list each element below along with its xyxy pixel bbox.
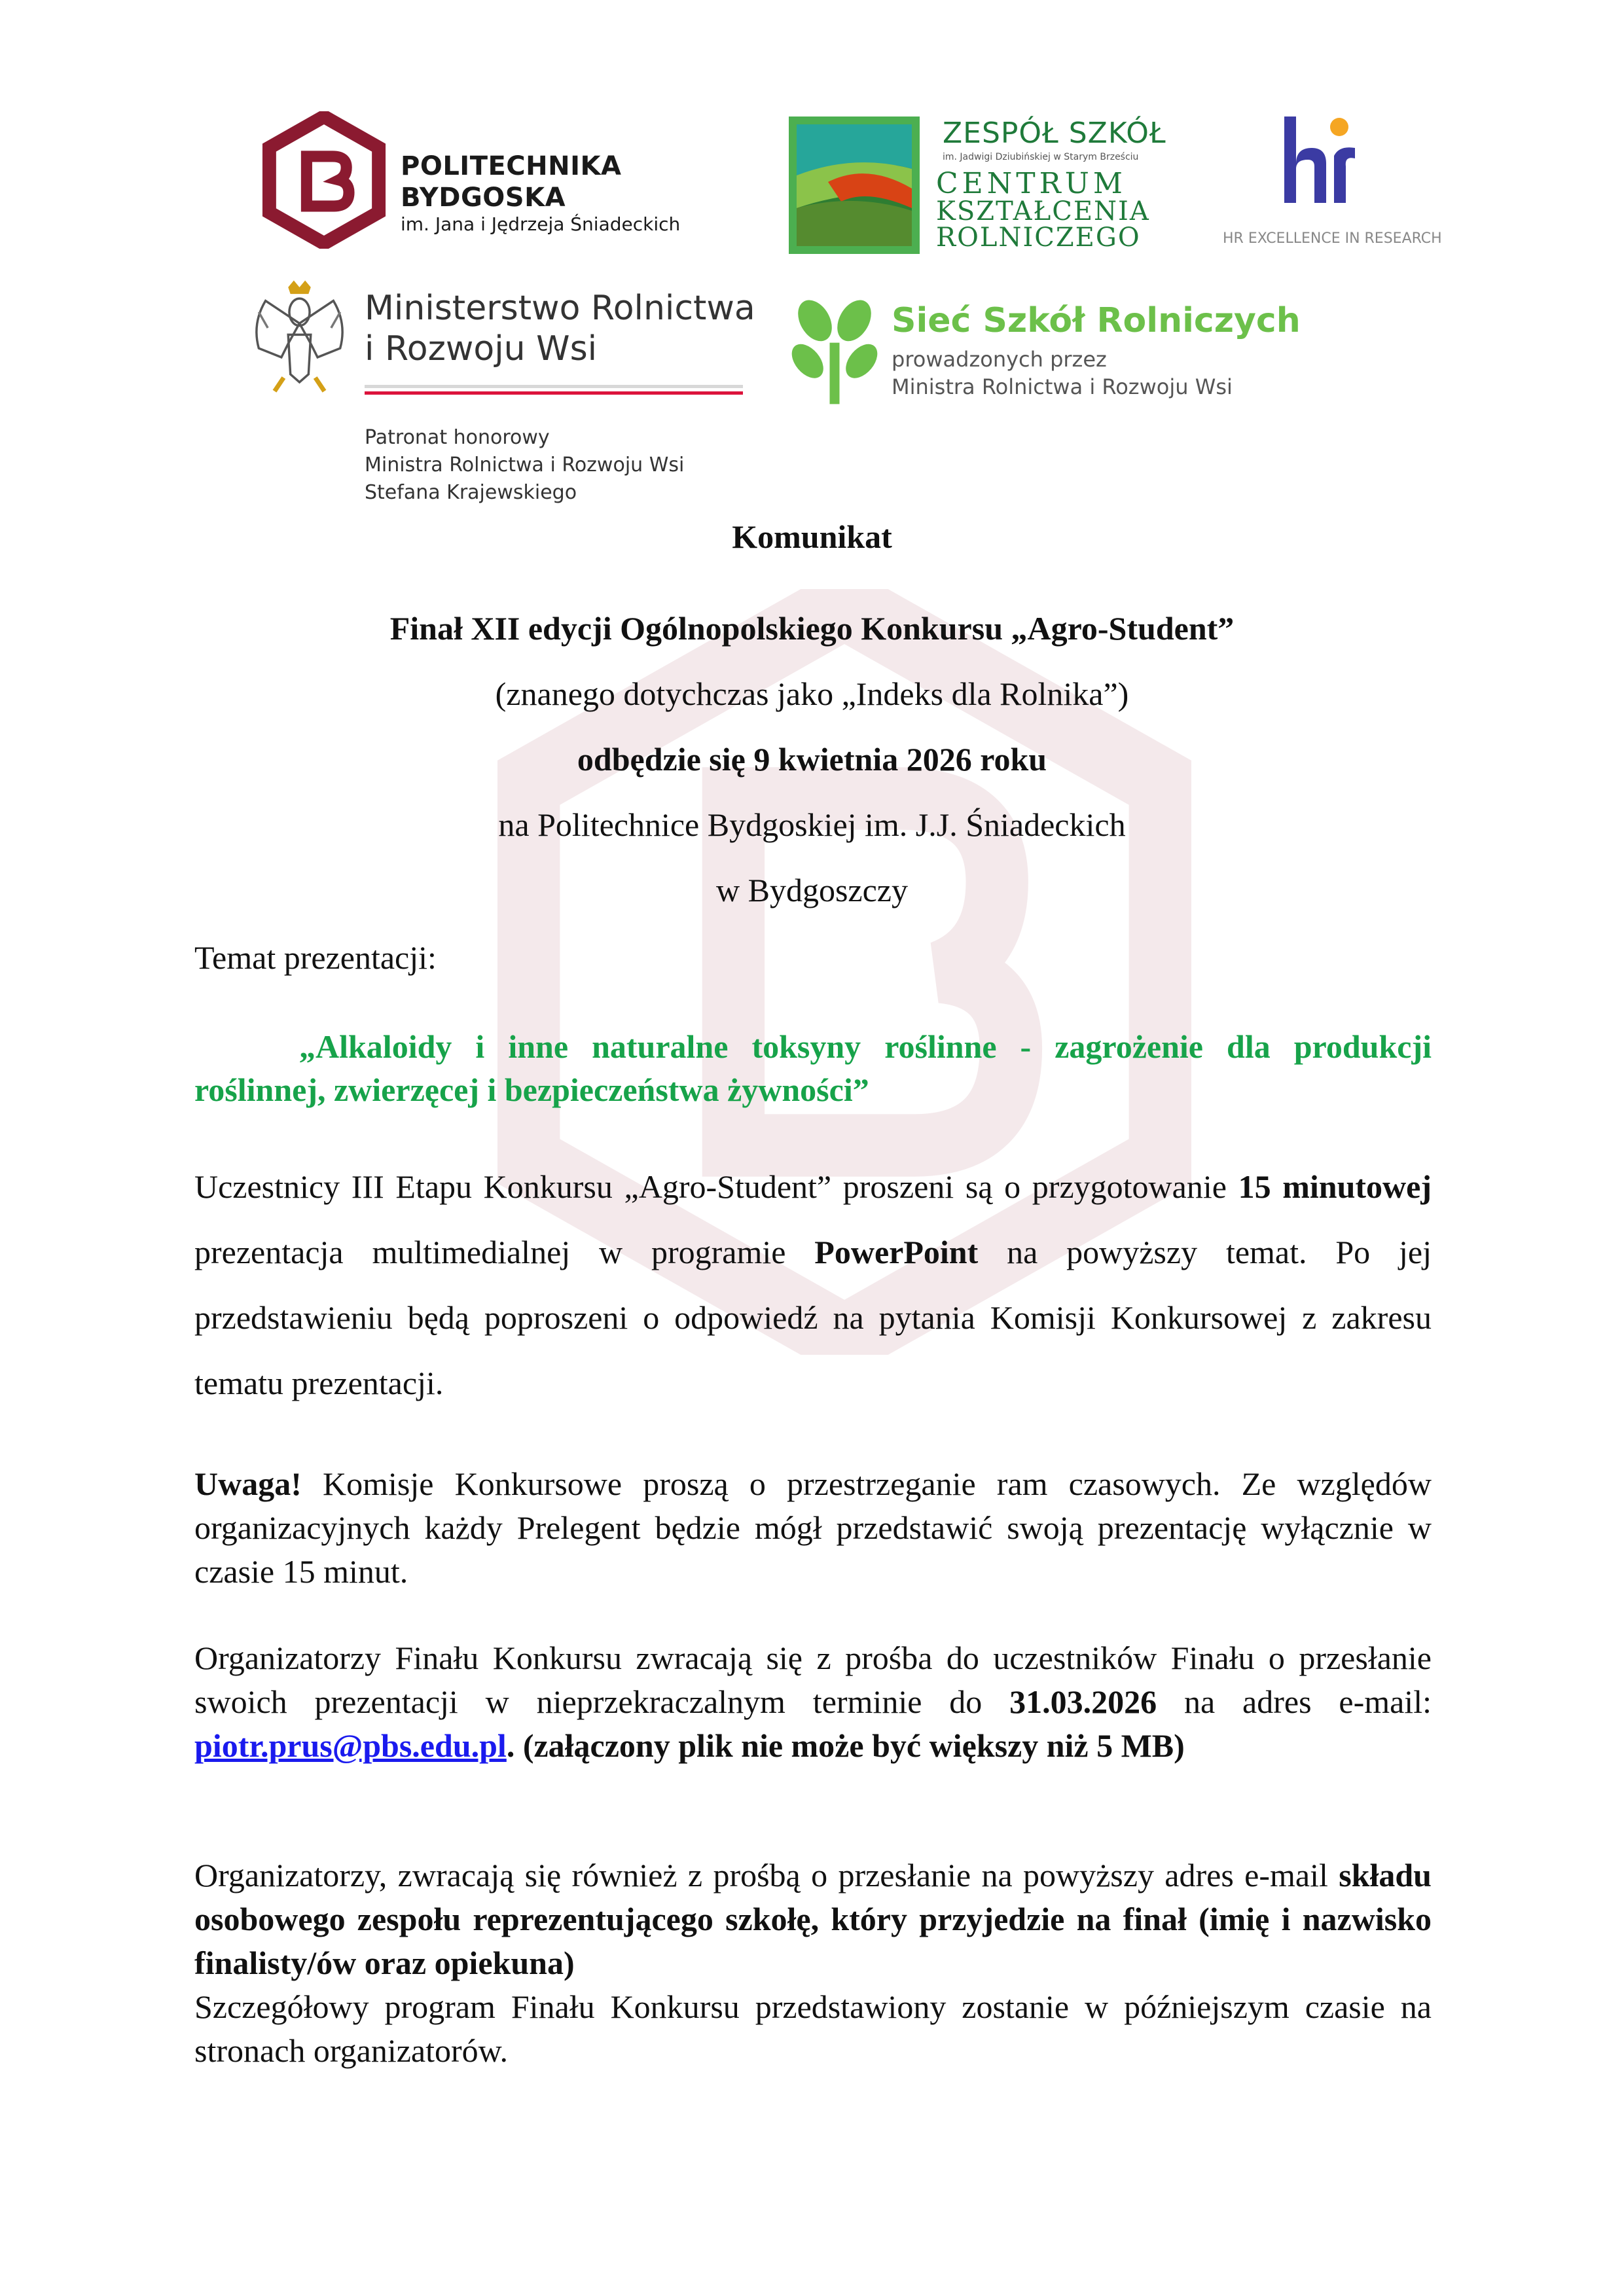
para1-bold1: 15 minutowej [1238,1168,1432,1205]
hr-caption: HR EXCELLENCE IN RESEARCH [1223,230,1442,247]
para1-text1: Uczestnicy III Etapu Konkursu „Agro-Student” proszeni są o przygotowanie [194,1168,1238,1205]
paragraph-4 [194,1854,1432,2073]
heading: Komunikat [732,518,892,555]
hr-excellence-icon [1276,111,1368,209]
paragraph-2 [194,1462,1432,1594]
siec-title: Sieć Szkół Rolniczych [892,301,1301,340]
zespol-line1: CENTRUM [936,167,1127,200]
para3-bold1: 31.03.2026 [1009,1683,1157,1720]
para3-bold2: . (załączony plik nie może być większy niż 5 MB) [506,1727,1185,1764]
ministry-line-red [365,391,743,395]
ministry-name [365,288,755,369]
topic: „Alkaloidy i inne naturalne toksyny roślinne - zagrożenie dla produkcji roślinnej, zwierzęcej i bezpieczeństwa żywności” [194,1028,1432,1108]
ministry-line-white [365,385,743,388]
zespol-line2: KSZTAŁCENIA [936,196,1150,226]
para3-text1: Organizatorzy Finału Konkursu zwracają się z prośba do uczestników Finału o przesłanie swoich prezentacji w nieprzekraczalnym terminie do [194,1640,1432,1720]
siec-subtitle [892,346,1233,401]
para1-text2: prezentacja multimedialnej w programie [194,1234,815,1270]
title-line1: Finał XII edycji Ogólnopolskiego Konkursu „Agro-Student” [389,610,1235,647]
patronat-line1: Patronat honorowy [365,426,550,449]
para1-bold2: PowerPoint [814,1234,979,1270]
patronat-line3: Stefana Krajewskiego [365,481,577,504]
pbs-name-line1: POLITECHNIKA [401,151,622,181]
zespol-title: ZESPÓŁ SZKÓŁ [943,117,1166,150]
title-line2: (znanego dotychczas jako „Indeks dla Rolnika”) [495,675,1129,712]
pbs-logo-icon [262,111,386,249]
patronat-block [365,424,684,507]
siec-sub1: prowadzonych przez [892,347,1107,372]
paragraph-1 [194,1154,1432,1416]
ministry-line1: Ministerstwo Rolnictwa [365,289,755,328]
email-link[interactable]: piotr.prus@pbs.edu.pl [194,1727,507,1764]
patronat-line2: Ministra Rolnictwa i Rozwoju Wsi [365,454,685,476]
siec-sub2: Ministra Rolnictwa i Rozwoju Wsi [892,374,1233,399]
title-line3: odbędzie się 9 kwietnia 2026 roku [577,741,1047,778]
para1-text3: na powyższy temat. Po jej przedstawieniu będą poproszeni o odpowiedź na pytania Komisji Konkursowej z zakresu tematu prezentacji. [194,1234,1432,1401]
para3-text2: na adres e-mail: [1157,1683,1432,1720]
polish-eagle-icon [242,278,357,403]
siec-plant-icon [785,293,884,404]
title-line4: na Politechnice Bydgoskiej im. J.J. Śniadeckich [498,806,1126,843]
zespol-subtitle: im. Jadwigi Dziubińskiej w Starym Brześciu [943,152,1139,162]
para2-bold1: Uwaga! [194,1465,302,1502]
zespol-landscape-icon [789,117,920,254]
topic-label: Temat prezentacji: [194,939,437,976]
pbs-name [401,151,621,213]
pbs-name-line2: BYDGOSKA [401,183,566,213]
paragraph-3 [194,1636,1432,1768]
zespol-line3: ROLNICZEGO [936,223,1141,253]
para4-text2: Szczegółowy program Finału Konkursu przedstawiony zostanie w późniejszym czasie na stronach organizatorów. [194,1988,1432,2069]
title-line5: w Bydgoszczy [716,872,908,908]
para4-bold1: składu osobowego zespołu reprezentującego szkołę, który przyjedzie na finał (imię i nazwisko finalisty/ów oraz opiekuna) [194,1857,1432,1981]
pbs-subtitle: im. Jana i Jędrzeja Śniadeckich [401,213,681,235]
ministry-line2: i Rozwoju Wsi [365,329,598,368]
para2-text1: Komisje Konkursowe proszą o przestrzeganie ram czasowych. Ze względów organizacyjnych każdy Prelegent będzie mógł przedstawić swoją prezentację wyłącznie w czasie 15 minut. [194,1465,1432,1590]
para4-text1: Organizatorzy, zwracają się również z prośbą o przesłanie na powyższy adres e-mail [194,1857,1339,1893]
